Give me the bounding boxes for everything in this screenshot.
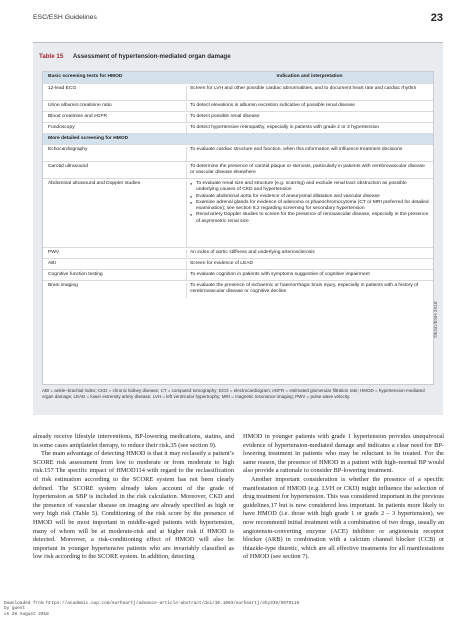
bullet-item: ● Renal artery Doppler studies to screen for the presence of renovascular disease, especially in the presence of asymmetric renal size bbox=[190, 212, 430, 225]
test-description: To evaluate cardiac structure and function, when this information will influence treatment decisions bbox=[186, 147, 430, 161]
table-row bbox=[43, 270, 433, 281]
copyright-side-label bbox=[434, 253, 442, 338]
download-line: on 28 August 2018 bbox=[4, 611, 49, 617]
test-description: To detect hypertensive retinopathy, especially in patients with grade 2 or 3 hypertension bbox=[186, 125, 430, 133]
test-name: Fundoscopy bbox=[48, 125, 75, 130]
table-row bbox=[43, 162, 433, 179]
table-row bbox=[43, 123, 433, 134]
body-column-left bbox=[33, 433, 234, 562]
bullet-item: ● To evaluate renal size and structure (e.g. scarring) and exclude renal tract obstruction as possible underlying causes of CKD and hypertension bbox=[190, 181, 430, 194]
bullet-item: ● Evaluate abdominal aorta for evidence of aneurysmal dilatation and vascular disease bbox=[190, 194, 430, 200]
table-number: Table 15 bbox=[39, 53, 64, 60]
paragraph: Another important consideration is whether the presence of a specific manifestation of HMOD (e.g. LVH or CKD) might influence the selection of drug treatment for hypertension. This was considered important in the previous guidelines,17 but is now considered less important. In patients more likely to have HMOD (i.e. those with high grade 1 or grade 2 – 3 hypertension), we now recommend initial treatment with a combination of two drugs, usually an angiotensin-converting enzyme (ACE) inhibitor or angiotensin receptor blocker (ARB) in combination with a calcium channel blocker (CCB) or thiazide-type diuretic, which are all effective treatments for all manifestations of HMOD (see section 7). bbox=[243, 475, 444, 561]
bullet-item: ● Examine adrenal glands for evidence of adenoma or phaeochromocytoma (CT or MRI preferred for detailed examination); see section 8.2 regarding screening for secondary hypertension bbox=[190, 200, 430, 213]
running-header bbox=[33, 14, 443, 28]
download-line: by guest bbox=[4, 606, 26, 612]
download-line: Downloaded from https://academic.oup.com/eurheartj/advance-article-abstract/doi/10.1093/eurheartj/ehy339/5079119 bbox=[4, 601, 300, 606]
paragraph: HMOD in younger patients with grade 1 hypertension provides unequivocal evidence of hypertension-mediated damage and indicates a clear need for BP-lowering treatment in patients who may be reluctant to be treated. For the same reason, the presence of HMOD in a patient with high–normal BP would also provide a rationale to consider BP-lowering treatment. bbox=[243, 433, 444, 475]
journal-name: ESC/ESH Guidelines bbox=[33, 14, 97, 21]
paragraph: already receive lifestyle interventions, BP-lowering medications, statins, and in some cases antiplatelet therapy, to reduce their risk.35 (see section 9). bbox=[33, 433, 234, 449]
table-footnote: ABI = ankle–brachial index; CKD = chronic kidney disease; CT = computed tomography; ECG = electrocardiogram; eGFR = estimated glomerular filtration rate; HMOD = hypertension-mediated organ damage; LEAD = lower extremity artery disease; LVH = left ventricular hypertrophy; MRI = magnetic resonance imaging; PWV = pulse wave velocity. bbox=[42, 388, 425, 399]
table-row-abdominal bbox=[43, 179, 433, 248]
table-grid bbox=[42, 71, 434, 385]
table-row bbox=[43, 112, 433, 123]
table-row bbox=[43, 101, 433, 112]
table-header-row bbox=[43, 72, 433, 84]
test-name: Abdominal ultrasound and Doppler studies bbox=[48, 181, 141, 186]
section-header-row bbox=[43, 134, 433, 145]
test-description: To evaluate cognition in patients with symptoms suggestive of cognitive impairment bbox=[186, 272, 430, 280]
test-description: To detect possible renal disease bbox=[186, 114, 430, 122]
test-name: PWV bbox=[48, 250, 60, 255]
page-number: 23 bbox=[430, 12, 443, 24]
bullet-list bbox=[186, 181, 430, 247]
test-description: To determine the presence of carotid plaque or stenosis, particularly in patients with cerebrovascular disease or vascular disease elsewhere bbox=[186, 164, 430, 178]
section-title: More detailed screening for HMOD bbox=[48, 136, 129, 141]
table-15-box bbox=[33, 42, 443, 415]
col-header-test: Basic screening tests for HMOD bbox=[48, 74, 123, 79]
test-description: To detect elevations in albumin excretion indicative of possible renal disease bbox=[186, 103, 430, 111]
copyright-text: ©ESC/ESH 2018 bbox=[434, 301, 439, 338]
table-row bbox=[43, 281, 433, 298]
test-name: Urine albumin:creatinine ratio bbox=[48, 103, 112, 108]
test-name: Brain imaging bbox=[48, 283, 78, 288]
table-row bbox=[43, 248, 433, 259]
table-row bbox=[43, 259, 433, 270]
test-name: 12-lead ECG bbox=[48, 86, 77, 91]
paragraph: The main advantage of detecting HMOD is that it may reclassify a patient’s SCORE risk assessment from low to moderate or from moderate to high risk.157 The specific impact of HMOD114 with regard to the reclassification of risk estimation according to the SCORE system has not been clearly defined. The SCORE system already takes account of the grade of hypertension as SBP is included in the risk calculation. Moreover, CKD and the presence of vascular disease on imaging are already specified as high or very high risk (Table 5). Conditioning of the risk score by the presence of HMOD will be most important in middle-aged patients with hypertension, many of whom will be at moderate-risk and at higher risk if HMOD is detected. Moreover, a risk-conditioning effect of HMOD will also be important in younger hypertensive patients who are invariably classified as low risk according to the SCORE system. In addition, detecting bbox=[33, 450, 234, 561]
test-name: ABI bbox=[48, 261, 56, 266]
table-title: Assessment of hypertension-mediated organ damage bbox=[72, 53, 231, 60]
download-watermark bbox=[4, 601, 299, 617]
table-row bbox=[43, 84, 433, 101]
test-name: Blood creatinine and eGFR bbox=[48, 114, 107, 119]
test-name: Carotid ultrasound bbox=[48, 164, 88, 169]
test-description: Screen for evidence of LEAD bbox=[186, 261, 430, 269]
test-description: Screen for LVH and other possible cardiac abnormalities, and to document heart rate and cardiac rhythm bbox=[186, 86, 430, 100]
test-description: To evaluate the presence of ischaemic or haemorrhagic brain injury, especially in patients with a history of cerebrovascular disease or cognitive decline bbox=[186, 283, 430, 298]
test-name: Echocardiography bbox=[48, 147, 88, 152]
table-row bbox=[43, 145, 433, 162]
body-column-right bbox=[243, 433, 444, 562]
col-header-indication: Indication and interpretation bbox=[276, 74, 343, 79]
test-description: An index of aortic stiffness and underlying arteriosclerosis bbox=[186, 250, 430, 258]
table-caption bbox=[39, 53, 231, 60]
test-name: Cognitive function testing bbox=[48, 272, 103, 277]
